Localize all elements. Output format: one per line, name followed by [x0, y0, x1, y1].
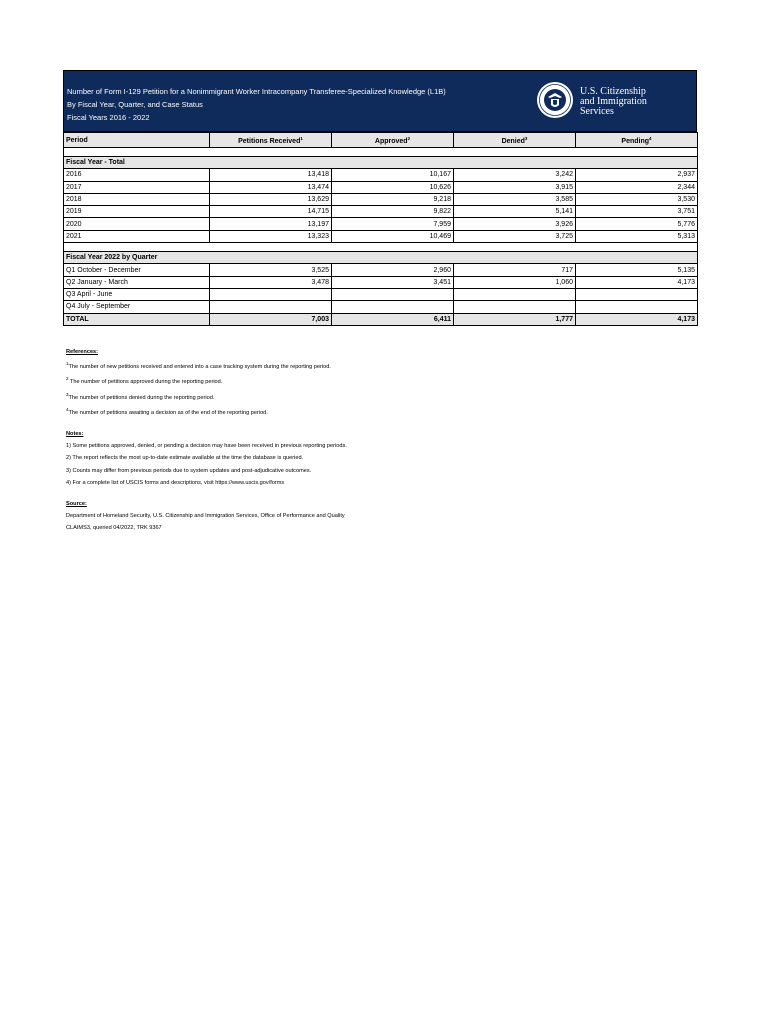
references-list [66, 358, 666, 419]
column-header-row [64, 133, 698, 148]
spacer-row [64, 148, 698, 157]
table-cell: Q1 October - December [64, 264, 210, 276]
table-row [64, 288, 698, 300]
petition-table [63, 132, 698, 326]
table-cell [454, 301, 576, 313]
table-cell: 5,141 [454, 206, 576, 218]
note-item: 3) Counts may differ from previous periods due to system updates and post-adjudicative outcomes. [66, 467, 312, 474]
table-cell: 3,530 [576, 193, 698, 205]
table-cell: 2021 [64, 230, 210, 242]
col-header-received: Petitions Received$^1$ [210, 133, 332, 148]
petition-table-body [64, 133, 698, 326]
table-cell: 3,451 [332, 276, 454, 288]
table-cell [332, 288, 454, 300]
table-cell: 5,776 [576, 218, 698, 230]
table-cell: 3,242 [454, 169, 576, 181]
table-row [64, 276, 698, 288]
table-cell: 13,197 [210, 218, 332, 230]
table-cell: 2018 [64, 193, 210, 205]
table-cell: 2,344 [576, 181, 698, 193]
table-row [64, 264, 698, 276]
table-cell: 9,822 [332, 206, 454, 218]
reference-item: $^1$The number of new petitions received and entered into a case tracking system during the reporting period. [66, 361, 331, 371]
footnotes [66, 346, 666, 535]
table-cell: 3,478 [210, 276, 332, 288]
table-cell: 4,173 [576, 276, 698, 288]
table-cell: 6,411 [332, 313, 454, 325]
table-cell: 13,629 [210, 193, 332, 205]
table-cell: 3,585 [454, 193, 576, 205]
col-header-approved: Approved$^2$ [332, 133, 454, 148]
table-cell: 3,725 [454, 230, 576, 242]
table-cell: 13,474 [210, 181, 332, 193]
table-cell: 717 [454, 264, 576, 276]
table-cell: 3,751 [576, 206, 698, 218]
table-cell: 10,469 [332, 230, 454, 242]
report [63, 70, 697, 326]
table-row [64, 218, 698, 230]
dhs-seal-icon [536, 81, 574, 119]
table-cell: 10,626 [332, 181, 454, 193]
table-cell: 5,313 [576, 230, 698, 242]
table-row [64, 206, 698, 218]
table-cell: 2016 [64, 169, 210, 181]
notes-heading: Notes: [66, 431, 84, 438]
table-cell [332, 301, 454, 313]
source-line-1: Department of Homeland Security, U.S. Citizenship and Immigration Services, Office of Performance and Quality [66, 513, 345, 520]
table-cell: 3,926 [454, 218, 576, 230]
references-heading: References: [66, 349, 99, 355]
table-cell [454, 288, 576, 300]
col-header-pending: Pending$^4$ [576, 133, 698, 148]
col-header-denied: Denied$^3$ [454, 133, 576, 148]
spacer-row [64, 243, 698, 252]
table-cell: 7,959 [332, 218, 454, 230]
note-item: 2) The report reflects the most up-to-date estimate available at the time the database is queried. [66, 455, 304, 462]
agency-line-1: U.S. Citizenship [580, 86, 646, 97]
table-cell: 13,323 [210, 230, 332, 242]
table-row [64, 181, 698, 193]
reference-item: $^4$The number of petitions awaiting a decision as of the end of the reporting period. [66, 406, 268, 416]
uscis-logo [536, 81, 666, 121]
note-item: 4) For a complete list of USCIS forms and descriptions, visit https://www.uscis.gov/forms [66, 479, 285, 486]
table-row [64, 193, 698, 205]
report-subtitle: By Fiscal Year, Quarter, and Case Status [67, 100, 203, 109]
reference-item: $^3$The number of petitions denied during the reporting period. [66, 391, 215, 401]
agency-line-2: and Immigration [580, 96, 647, 107]
table-cell: 2,937 [576, 169, 698, 181]
table-row [64, 169, 698, 181]
table-cell: 7,003 [210, 313, 332, 325]
table-row [64, 301, 698, 313]
table-cell: 1,777 [454, 313, 576, 325]
source-heading: Source: [66, 501, 87, 508]
table-cell [576, 301, 698, 313]
table-cell: 2,960 [332, 264, 454, 276]
reference-item: $^2$ The number of petitions approved during the reporting period. [66, 376, 223, 386]
col-header-period: Period [64, 133, 210, 148]
section-row-annual: Fiscal Year - Total [64, 157, 698, 169]
table-cell [576, 288, 698, 300]
table-cell: 4,173 [576, 313, 698, 325]
table-cell: 14,715 [210, 206, 332, 218]
table-cell: 5,135 [576, 264, 698, 276]
table-cell: 1,060 [454, 276, 576, 288]
note-item: 1) Some petitions approved, denied, or pending a decision may have been received in previous reporting periods. [66, 443, 347, 450]
report-header-banner [63, 70, 697, 132]
section-row-quarter: Fiscal Year 2022 by Quarter [64, 252, 698, 264]
source-line-2: CLAIMS3, queried 04/2022, TRK 9367 [66, 525, 162, 532]
table-cell [210, 301, 332, 313]
agency-line-3: Services [580, 106, 614, 117]
agency-name [580, 87, 647, 117]
table-cell: 10,167 [332, 169, 454, 181]
table-cell: 2019 [64, 206, 210, 218]
header-titles [67, 85, 446, 124]
table-cell: 3,915 [454, 181, 576, 193]
table-cell [210, 288, 332, 300]
table-cell: 2017 [64, 181, 210, 193]
report-years: Fiscal Years 2016 - 2022 [67, 113, 150, 122]
table-cell: TOTAL [64, 313, 210, 325]
table-row [64, 230, 698, 242]
total-row [64, 313, 698, 325]
table-cell: 3,525 [210, 264, 332, 276]
table-cell: Q4 July - September [64, 301, 210, 313]
report-title: Number of Form I-129 Petition for a Nonimmigrant Worker Intracompany Transferee-Specialized Knowledge (L1B) [67, 87, 446, 96]
table-cell: Q2 January - March [64, 276, 210, 288]
table-cell: 13,418 [210, 169, 332, 181]
table-cell: Q3 April - June [64, 288, 210, 300]
notes-list [66, 440, 666, 489]
table-cell: 9,218 [332, 193, 454, 205]
table-cell: 2020 [64, 218, 210, 230]
